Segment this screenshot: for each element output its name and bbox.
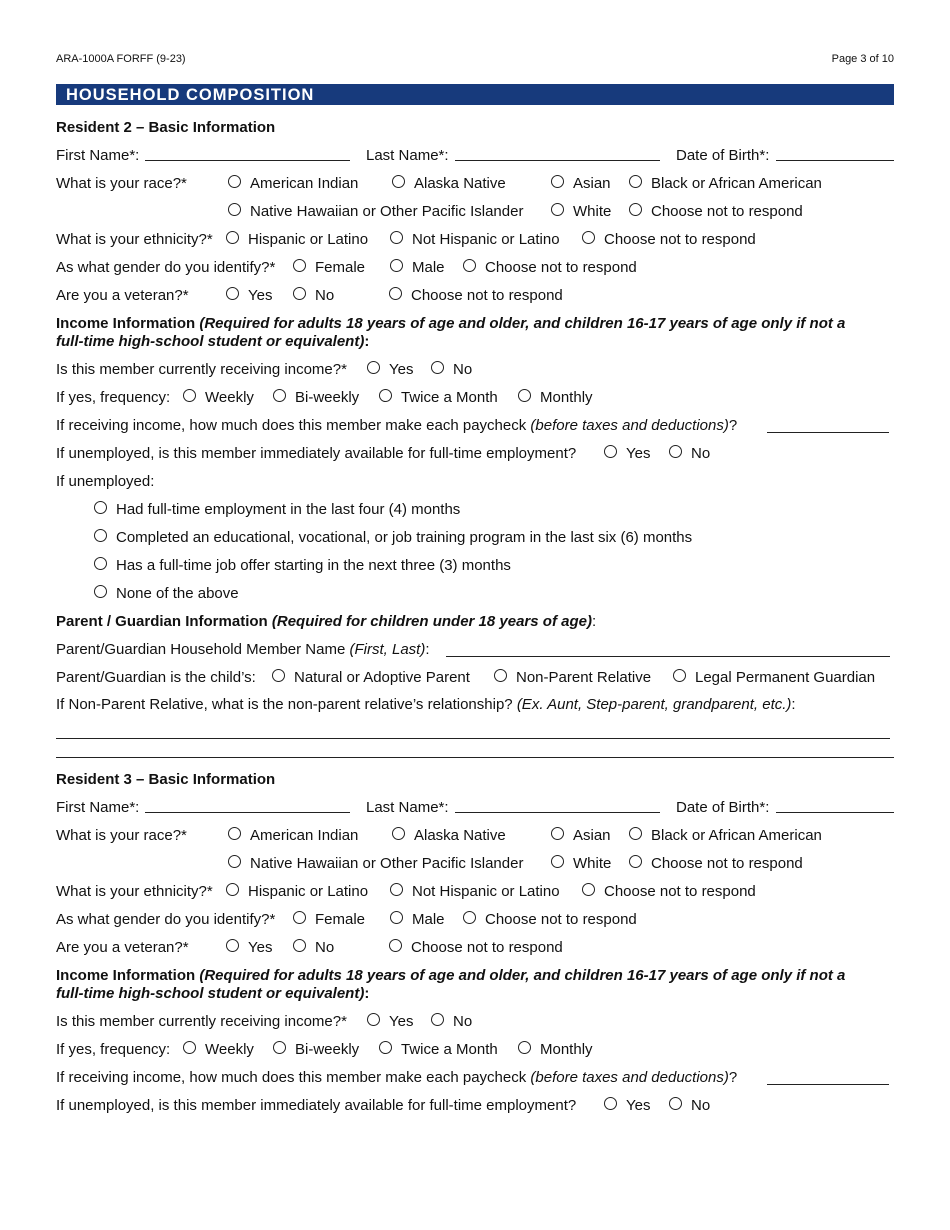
r3-frequency-label: If yes, frequency: bbox=[56, 1041, 171, 1058]
r3-race-option-label: American Indian bbox=[250, 827, 359, 844]
r2-frequency-option-label: Weekly bbox=[205, 389, 254, 406]
r3-frequency-twice-monthly-radio[interactable] bbox=[379, 1041, 392, 1054]
r3-last-name-field[interactable] bbox=[455, 812, 660, 813]
r3-frequency-biweekly-radio[interactable] bbox=[273, 1041, 286, 1054]
r2-gender-option-label: Male bbox=[412, 259, 445, 276]
page-number: Page 3 of 10 bbox=[831, 53, 894, 65]
r3-veteran-yes-radio[interactable] bbox=[226, 939, 239, 952]
r2-paycheck-note: (before taxes and deductions) bbox=[530, 417, 729, 434]
r2-ethnicity-hispanic-radio[interactable] bbox=[226, 231, 239, 244]
r2-race-option-label: Black or African American bbox=[651, 175, 822, 192]
r3-receiving-no-radio[interactable] bbox=[431, 1013, 444, 1026]
r3-income-heading-line2 bbox=[56, 985, 369, 1003]
form-id: ARA-1000A FORFF (9-23) bbox=[56, 53, 186, 65]
parent-non-parent-relative-radio[interactable] bbox=[494, 669, 507, 682]
r2-gender-no-response-radio[interactable] bbox=[463, 259, 476, 272]
r2-dob-label: Date of Birth*: bbox=[676, 147, 770, 164]
r2-income-heading-line2 bbox=[56, 333, 369, 351]
parent-name-question bbox=[56, 641, 430, 659]
r2-last-name-field[interactable] bbox=[455, 160, 660, 161]
r2-gender-option-label: Female bbox=[315, 259, 366, 276]
r2-veteran-option-label: Choose not to respond bbox=[411, 287, 563, 304]
r2-frequency-option-label: Bi-weekly bbox=[295, 389, 360, 406]
r2-veteran-option-label: Yes bbox=[248, 287, 273, 304]
r3-paycheck-q: ? bbox=[728, 1069, 738, 1086]
r2-race-black-radio[interactable] bbox=[629, 175, 642, 188]
parent-name-field[interactable] bbox=[446, 656, 890, 657]
r3-race-no-response-radio[interactable] bbox=[629, 855, 642, 868]
r3-receiving-option-label: No bbox=[453, 1013, 473, 1030]
r2-veteran-yes-radio[interactable] bbox=[226, 287, 239, 300]
r2-gender-male-radio[interactable] bbox=[390, 259, 403, 272]
r3-income-note-2: full-time high-school student or equivalent) bbox=[56, 985, 365, 1002]
r3-frequency-option-label: Weekly bbox=[205, 1041, 254, 1058]
parent-colon: : bbox=[591, 613, 597, 630]
r2-available-yes-radio[interactable] bbox=[604, 445, 617, 458]
r3-frequency-option-label: Twice a Month bbox=[401, 1041, 498, 1058]
r3-gender-no-response-radio[interactable] bbox=[463, 911, 476, 924]
r2-race-option-label: Native Hawaiian or Other Pacific Islander bbox=[250, 203, 524, 220]
r2-race-american-indian-radio[interactable] bbox=[228, 175, 241, 188]
r2-frequency-option-label: Twice a Month bbox=[401, 389, 498, 406]
r3-available-label: If unemployed, is this member immediately available for full-time employment? bbox=[56, 1097, 577, 1114]
r2-income-heading: Income Information bbox=[56, 315, 196, 332]
unemployed-training-radio[interactable] bbox=[94, 529, 107, 542]
r2-race-asian-radio[interactable] bbox=[551, 175, 564, 188]
parent-name-colon: : bbox=[425, 641, 430, 658]
unemployed-none-radio[interactable] bbox=[94, 585, 107, 598]
r2-ethnicity-not-hispanic-radio[interactable] bbox=[390, 231, 403, 244]
r2-frequency-option-label: Monthly bbox=[540, 389, 593, 406]
r2-receiving-option-label: Yes bbox=[389, 361, 414, 378]
parent-heading-line bbox=[56, 613, 596, 631]
r3-frequency-monthly-radio[interactable] bbox=[518, 1041, 531, 1054]
nonparent-note: (Ex. Aunt, Step-parent, grandparent, etc.) bbox=[516, 696, 792, 713]
r2-gender-label: As what gender do you identify?* bbox=[56, 259, 276, 276]
r3-receiving-option-label: Yes bbox=[389, 1013, 414, 1030]
r2-available-option-label: No bbox=[691, 445, 711, 462]
parent-name-label: Parent/Guardian Household Member Name bbox=[56, 641, 346, 658]
r3-gender-female-radio[interactable] bbox=[293, 911, 306, 924]
resident-2-title: Resident 2 – Basic Information bbox=[56, 119, 276, 136]
r2-ethnicity-option-label: Hispanic or Latino bbox=[248, 231, 369, 248]
r3-veteran-option-label: Choose not to respond bbox=[411, 939, 563, 956]
r3-income-note-1: (Required for adults 18 years of age and older, and children 16-17 years of age only if not a bbox=[199, 967, 846, 984]
r2-veteran-no-response-radio[interactable] bbox=[389, 287, 402, 300]
r2-ethnicity-option-label: Not Hispanic or Latino bbox=[412, 231, 560, 248]
r2-race-label: What is your race?* bbox=[56, 175, 187, 192]
parent-relation-option-label: Non-Parent Relative bbox=[516, 669, 652, 686]
nonparent-colon: : bbox=[791, 696, 796, 713]
parent-note: (Required for children under 18 years of age) bbox=[271, 613, 592, 630]
r2-income-note-2: full-time high-school student or equivalent) bbox=[56, 333, 365, 350]
r3-gender-option-label: Male bbox=[412, 911, 445, 928]
r2-race-alaska-native-radio[interactable] bbox=[392, 175, 405, 188]
r3-race-asian-radio[interactable] bbox=[551, 827, 564, 840]
r2-receiving-label: Is this member currently receiving income?* bbox=[56, 361, 347, 378]
parent-heading: Parent / Guardian Information bbox=[56, 613, 268, 630]
r2-race-option-label: American Indian bbox=[250, 175, 359, 192]
r3-race-option-label: Black or African American bbox=[651, 827, 822, 844]
r3-race-black-radio[interactable] bbox=[629, 827, 642, 840]
r2-race-option-label: White bbox=[573, 203, 612, 220]
r2-race-option-label: Choose not to respond bbox=[651, 203, 803, 220]
r2-veteran-option-label: No bbox=[315, 287, 335, 304]
r3-gender-label: As what gender do you identify?* bbox=[56, 911, 276, 928]
r2-last-name-label: Last Name*: bbox=[366, 147, 449, 164]
r3-first-name-label: First Name*: bbox=[56, 799, 140, 816]
unemployed-label: If unemployed: bbox=[56, 473, 155, 490]
section-divider bbox=[56, 757, 894, 758]
r2-race-option-label: Alaska Native bbox=[414, 175, 506, 192]
unemployed-option-label: Had full-time employment in the last four (4) months bbox=[116, 501, 461, 518]
r2-race-pacific-islander-radio[interactable] bbox=[228, 203, 241, 216]
r2-frequency-label: If yes, frequency: bbox=[56, 389, 171, 406]
r3-dob-field[interactable] bbox=[776, 812, 894, 813]
r2-veteran-label: Are you a veteran?* bbox=[56, 287, 189, 304]
r3-veteran-option-label: Yes bbox=[248, 939, 273, 956]
r2-frequency-monthly-radio[interactable] bbox=[518, 389, 531, 402]
parent-legal-guardian-radio[interactable] bbox=[673, 669, 686, 682]
r3-dob-label: Date of Birth*: bbox=[676, 799, 770, 816]
r2-race-no-response-radio[interactable] bbox=[629, 203, 642, 216]
r3-frequency-option-label: Bi-weekly bbox=[295, 1041, 360, 1058]
r2-frequency-twice-monthly-radio[interactable] bbox=[379, 389, 392, 402]
r3-ethnicity-no-response-radio[interactable] bbox=[582, 883, 595, 896]
r3-ethnicity-option-label: Hispanic or Latino bbox=[248, 883, 369, 900]
r2-receiving-no-radio[interactable] bbox=[431, 361, 444, 374]
r3-gender-option-label: Female bbox=[315, 911, 366, 928]
r2-first-name-field[interactable] bbox=[145, 160, 350, 161]
r3-race-option-label: Native Hawaiian or Other Pacific Islander bbox=[250, 855, 524, 872]
r3-race-american-indian-radio[interactable] bbox=[228, 827, 241, 840]
r2-race-white-radio[interactable] bbox=[551, 203, 564, 216]
resident-3-title: Resident 3 – Basic Information bbox=[56, 771, 276, 788]
section-title: HOUSEHOLD COMPOSITION bbox=[66, 86, 315, 104]
r3-ethnicity-not-hispanic-radio[interactable] bbox=[390, 883, 403, 896]
r3-income-heading-line1 bbox=[56, 967, 845, 985]
r3-available-yes-radio[interactable] bbox=[604, 1097, 617, 1110]
r2-paycheck-field[interactable] bbox=[767, 432, 889, 433]
r3-race-pacific-islander-radio[interactable] bbox=[228, 855, 241, 868]
unemployed-recent-employment-radio[interactable] bbox=[94, 501, 107, 514]
r3-race-option-label: White bbox=[573, 855, 612, 872]
r2-receiving-option-label: No bbox=[453, 361, 473, 378]
r3-income-heading: Income Information bbox=[56, 967, 196, 984]
r2-veteran-no-radio[interactable] bbox=[293, 287, 306, 300]
r3-ethnicity-option-label: Not Hispanic or Latino bbox=[412, 883, 560, 900]
r3-ethnicity-hispanic-radio[interactable] bbox=[226, 883, 239, 896]
r2-frequency-weekly-radio[interactable] bbox=[183, 389, 196, 402]
r3-race-label: What is your race?* bbox=[56, 827, 187, 844]
unemployed-option-label: Has a full-time job offer starting in the next three (3) months bbox=[116, 557, 511, 574]
nonparent-label: If Non-Parent Relative, what is the non-parent relative’s relationship? bbox=[56, 696, 513, 713]
r3-last-name-label: Last Name*: bbox=[366, 799, 449, 816]
r2-gender-option-label: Choose not to respond bbox=[485, 259, 637, 276]
r2-available-label: If unemployed, is this member immediately available for full-time employment? bbox=[56, 445, 577, 462]
r2-paycheck-label: If receiving income, how much does this member make each paycheck bbox=[56, 417, 527, 434]
unemployed-job-offer-radio[interactable] bbox=[94, 557, 107, 570]
r2-ethnicity-label: What is your ethnicity?* bbox=[56, 231, 213, 248]
r2-race-option-label: Asian bbox=[573, 175, 611, 192]
r3-frequency-option-label: Monthly bbox=[540, 1041, 593, 1058]
nonparent-question bbox=[56, 696, 796, 714]
r2-dob-field[interactable] bbox=[776, 160, 894, 161]
r3-gender-male-radio[interactable] bbox=[390, 911, 403, 924]
r3-first-name-field[interactable] bbox=[145, 812, 350, 813]
r2-first-name-label: First Name*: bbox=[56, 147, 140, 164]
section-banner bbox=[56, 84, 894, 105]
r2-income-note-1: (Required for adults 18 years of age and older, and children 16-17 years of age only if not a bbox=[199, 315, 846, 332]
r2-income-colon: : bbox=[364, 333, 370, 350]
r3-frequency-weekly-radio[interactable] bbox=[183, 1041, 196, 1054]
r3-veteran-no-radio[interactable] bbox=[293, 939, 306, 952]
r3-income-colon: : bbox=[364, 985, 370, 1002]
parent-relation-option-label: Natural or Adoptive Parent bbox=[294, 669, 470, 686]
r3-ethnicity-option-label: Choose not to respond bbox=[604, 883, 756, 900]
parent-relation-option-label: Legal Permanent Guardian bbox=[695, 669, 876, 686]
r3-available-option-label: Yes bbox=[626, 1097, 651, 1114]
r3-veteran-option-label: No bbox=[315, 939, 335, 956]
r3-available-no-radio[interactable] bbox=[669, 1097, 682, 1110]
parent-natural-adoptive-radio[interactable] bbox=[272, 669, 285, 682]
r2-ethnicity-option-label: Choose not to respond bbox=[604, 231, 756, 248]
r3-paycheck-field[interactable] bbox=[767, 1084, 889, 1085]
r3-race-alaska-native-radio[interactable] bbox=[392, 827, 405, 840]
r2-frequency-biweekly-radio[interactable] bbox=[273, 389, 286, 402]
r3-race-option-label: Asian bbox=[573, 827, 611, 844]
nonparent-relationship-field[interactable] bbox=[56, 738, 890, 739]
r2-available-option-label: Yes bbox=[626, 445, 651, 462]
r3-available-option-label: No bbox=[691, 1097, 711, 1114]
r2-ethnicity-no-response-radio[interactable] bbox=[582, 231, 595, 244]
r2-receiving-yes-radio[interactable] bbox=[367, 361, 380, 374]
unemployed-option-label: Completed an educational, vocational, or job training program in the last six (6) months bbox=[116, 529, 693, 546]
r3-gender-option-label: Choose not to respond bbox=[485, 911, 637, 928]
r3-veteran-no-response-radio[interactable] bbox=[389, 939, 402, 952]
r3-paycheck-question bbox=[56, 1069, 737, 1087]
r2-income-heading-line1 bbox=[56, 315, 845, 333]
r2-gender-female-radio[interactable] bbox=[293, 259, 306, 272]
r2-available-no-radio[interactable] bbox=[669, 445, 682, 458]
parent-name-note: (First, Last) bbox=[349, 641, 426, 658]
r3-race-option-label: Alaska Native bbox=[414, 827, 506, 844]
parent-relation-label: Parent/Guardian is the child’s: bbox=[56, 669, 256, 686]
r3-ethnicity-label: What is your ethnicity?* bbox=[56, 883, 213, 900]
r3-race-white-radio[interactable] bbox=[551, 855, 564, 868]
r3-receiving-label: Is this member currently receiving income?* bbox=[56, 1013, 347, 1030]
r2-paycheck-q: ? bbox=[728, 417, 738, 434]
r3-receiving-yes-radio[interactable] bbox=[367, 1013, 380, 1026]
r3-paycheck-note: (before taxes and deductions) bbox=[530, 1069, 729, 1086]
r3-race-option-label: Choose not to respond bbox=[651, 855, 803, 872]
r3-veteran-label: Are you a veteran?* bbox=[56, 939, 189, 956]
unemployed-option-label: None of the above bbox=[116, 585, 239, 602]
r2-paycheck-question bbox=[56, 417, 737, 435]
r3-paycheck-label: If receiving income, how much does this member make each paycheck bbox=[56, 1069, 527, 1086]
